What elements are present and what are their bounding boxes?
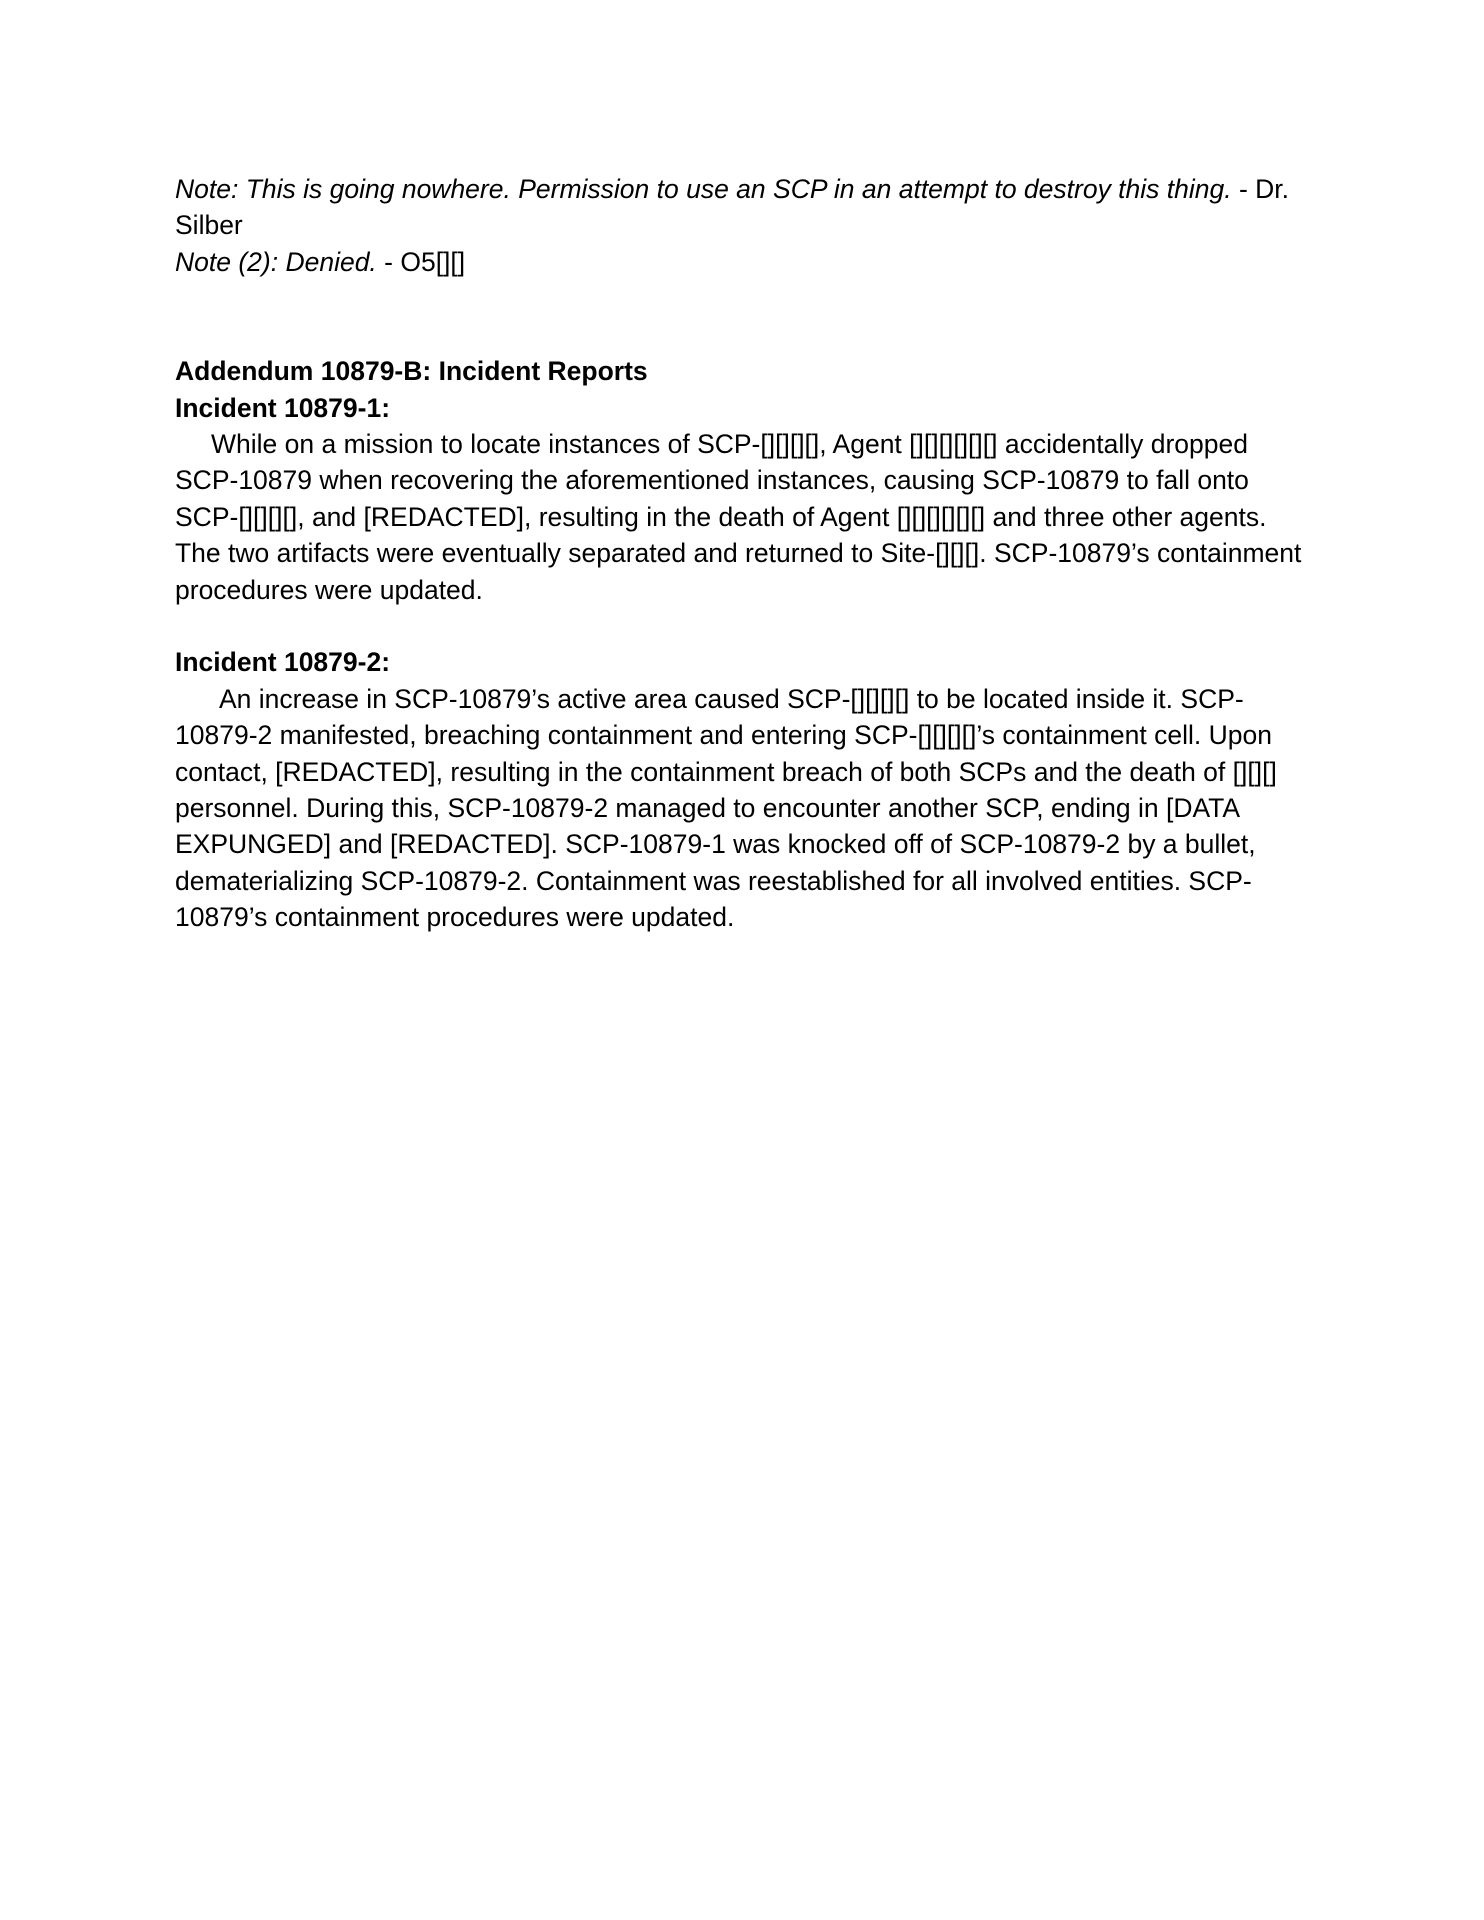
spacer	[175, 280, 1315, 353]
incident-1-title: Incident 10879-1:	[175, 392, 391, 423]
incident-2-title: Incident 10879-2:	[175, 647, 391, 678]
note-2	[175, 244, 1315, 280]
document-page	[175, 171, 1315, 936]
note-1-text: Note: This is going nowhere. Permission to use an SCP in an attempt to destroy this thing.	[175, 174, 1232, 204]
incident-2-body	[175, 681, 1315, 936]
incident-1-body	[175, 426, 1315, 608]
note-1	[175, 171, 1315, 244]
incident-2-text: An increase in SCP-10879’s active area caused SCP-[][][][] to be located inside it. SCP-10879-2 manifested, breaching containment and entering SCP-[][][][]’s containment cell. Upon contact, [REDACTED], resulting in the containment breach of both SCPs and the death of [][][] personnel. During this, SCP-10879-2 managed to encounter another SCP, ending in [DATA EXPUNGED] and [REDACTED]. SCP-10879-1 was knocked off of SCP-10879-2 by a bullet, dematerializing SCP-10879-2. Containment was reestablished for all involved entities. SCP-10879’s containment procedures were updated.	[175, 683, 1277, 933]
incident-1-text: While on a mission to locate instances of SCP-[][][][], Agent [][][][][][] accidentally dropped SCP-10879 when recovering the aforementioned instances, causing SCP-10879 to fall onto SCP-[][][][], and [REDACTED], resulting in the death of Agent [][][][][][] and three other agents. The two artifacts were eventually separated and returned to Site-[][][]. SCP-10879’s containment procedures were updated.	[175, 429, 1302, 605]
note-1-author: - Dr. Silber	[175, 174, 1290, 241]
note-2-text: Note (2): Denied.	[175, 246, 377, 277]
addendum-heading: Addendum 10879-B: Incident Reports	[175, 356, 648, 387]
spacer	[175, 608, 1315, 644]
note-2-author: - O5[][]	[376, 246, 466, 277]
